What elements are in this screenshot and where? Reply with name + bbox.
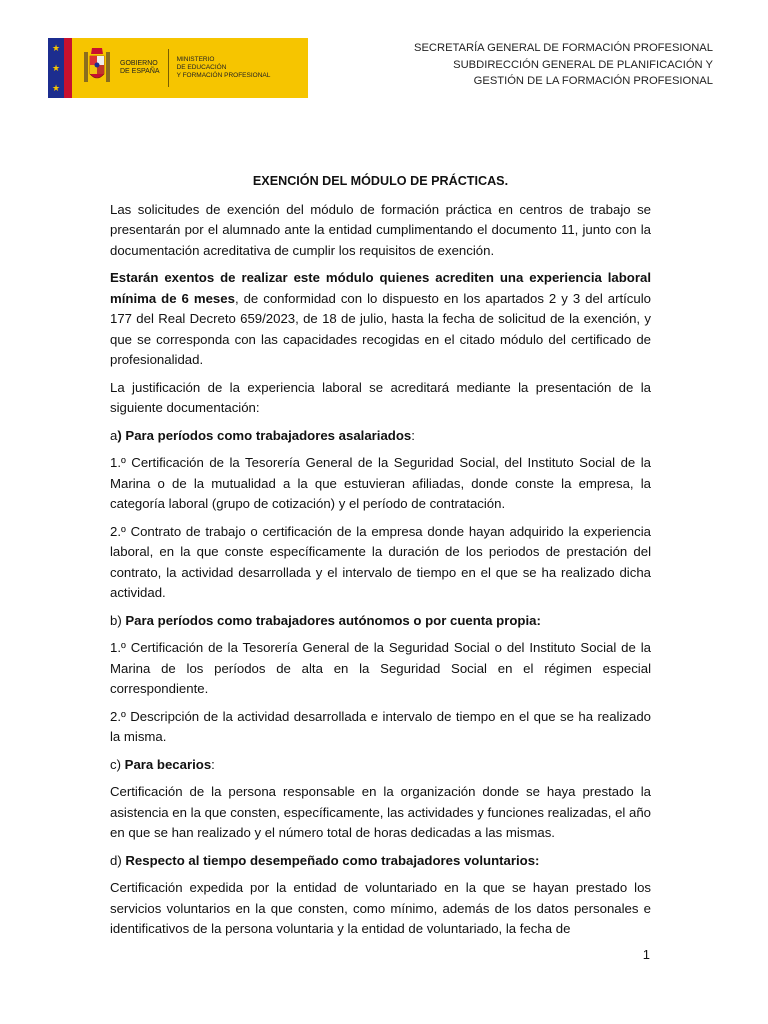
section-c-title: Para becarios xyxy=(124,756,212,772)
section-c-prefix: c) xyxy=(110,756,125,772)
document-title: EXENCIÓN DEL MÓDULO DE PRÁCTICAS. xyxy=(252,174,509,188)
exemption-rest: , de conformidad con lo dispuesto en los apartados 2 y 3 del artículo 177 del Real Decreto 659/2023, de 18 de julio, hasta la fecha de solicitud de la exención, y que se corresponda con las capacidades recogidas en el citado módulo del certificado de profesionalidad. xyxy=(110,290,651,367)
logo-main xyxy=(72,38,308,98)
header-line: GESTIÓN DE LA FORMACIÓN PROFESIONAL xyxy=(473,75,713,87)
section-a-title: ) Para períodos como trabajadores asalariados xyxy=(117,427,412,443)
header-department xyxy=(414,40,713,90)
star-icon: ★ xyxy=(51,82,61,93)
star-icon: ★ xyxy=(51,62,61,73)
section-a-colon: : xyxy=(411,427,415,443)
section-b-heading xyxy=(110,611,651,632)
section-d-item-1: Certificación expedida por la entidad de voluntariado en la que se hayan prestado los servicios voluntarios en la que consten, como mínimo, además de los datos personales e identificativos de la persona voluntaria y la entidad de voluntariado, la fecha de xyxy=(110,880,651,936)
section-d-heading xyxy=(110,851,651,872)
section-a-item-2: 2.º Contrato de trabajo o certificación de la empresa donde hayan adquirido la experiencia laboral, en la que conste específicamente la duración de los periodos de prestación del contrato, la actividad desarrollada y el intervalo de tiempo en el que se ha realizado dicha actividad. xyxy=(110,523,651,600)
section-a-item-1: 1.º Certificación de la Tesorería General de la Seguridad Social, del Instituto Social de la Marina o de la mutualidad a la que estuvieran afiliadas, donde conste la empresa, la categoría laboral (grupo de cotización) y el período de contratación. xyxy=(110,455,651,511)
header-line: SUBDIRECCIÓN GENERAL DE PLANIFICACIÓN Y xyxy=(453,58,713,71)
page-number: 1 xyxy=(642,947,650,962)
section-a-prefix: a xyxy=(110,427,118,443)
paragraph-exemption xyxy=(110,268,651,371)
eu-flag-strip xyxy=(48,38,64,98)
section-b-title: Para períodos como trabajadores autónomos o por cuenta propia: xyxy=(125,612,541,628)
section-d-title: Respecto al tiempo desempeñado como trabajadores voluntarios: xyxy=(125,852,540,868)
exemption-bold: Estarán exentos de realizar este módulo quienes acrediten una experiencia laboral mínima de 6 meses xyxy=(110,270,651,306)
section-d-prefix: d) xyxy=(110,852,126,868)
section-c-heading xyxy=(110,755,651,776)
logo-divider xyxy=(168,49,169,87)
section-a-heading xyxy=(110,426,651,447)
section-b-item-2: 2.º Descripción de la actividad desarrollada e intervalo de tiempo en el que se ha realizado la misma. xyxy=(110,708,651,744)
section-b-prefix: b) xyxy=(110,612,126,628)
paragraph-justification: La justificación de la experiencia laboral se acreditará mediante la presentación de la siguiente documentación: xyxy=(110,379,651,415)
coat-of-arms-icon xyxy=(82,46,112,90)
section-c-item-1: Certificación de la persona responsable en la organización donde se haya prestado la asistencia en la que consten, específicamente, las actividades y funciones realizadas, el año en que se han realizado y el número total de horas dedicadas a las mismas. xyxy=(110,784,652,840)
section-b-item-1: 1.º Certificación de la Tesorería General de la Seguridad Social o del Instituto Social de la Marina de los períodos de alta en la Seguridad Social en el régimen especial correspondiente. xyxy=(110,640,651,696)
paragraph-intro: Las solicitudes de exención del módulo de formación práctica en centros de trabajo se presentarán por el alumnado ante la entidad cumplimentando el documento 11, junto con la documentación acreditativa de cumplir los requisitos de exención. xyxy=(110,201,651,258)
government-logo xyxy=(48,38,308,98)
section-c-colon: : xyxy=(211,756,215,772)
document-body xyxy=(110,171,651,947)
star-icon: ★ xyxy=(51,42,61,53)
ministry-text: MINISTERIO DE EDUCACIÓN Y FORMACIÓN PROFESIONAL xyxy=(176,56,271,79)
gobierno-text: GOBIERNO DE ESPAÑA xyxy=(120,60,160,75)
header-line: SECRETARÍA GENERAL DE FORMACIÓN PROFESIONAL xyxy=(413,42,713,54)
spain-flag-strip xyxy=(64,38,72,98)
